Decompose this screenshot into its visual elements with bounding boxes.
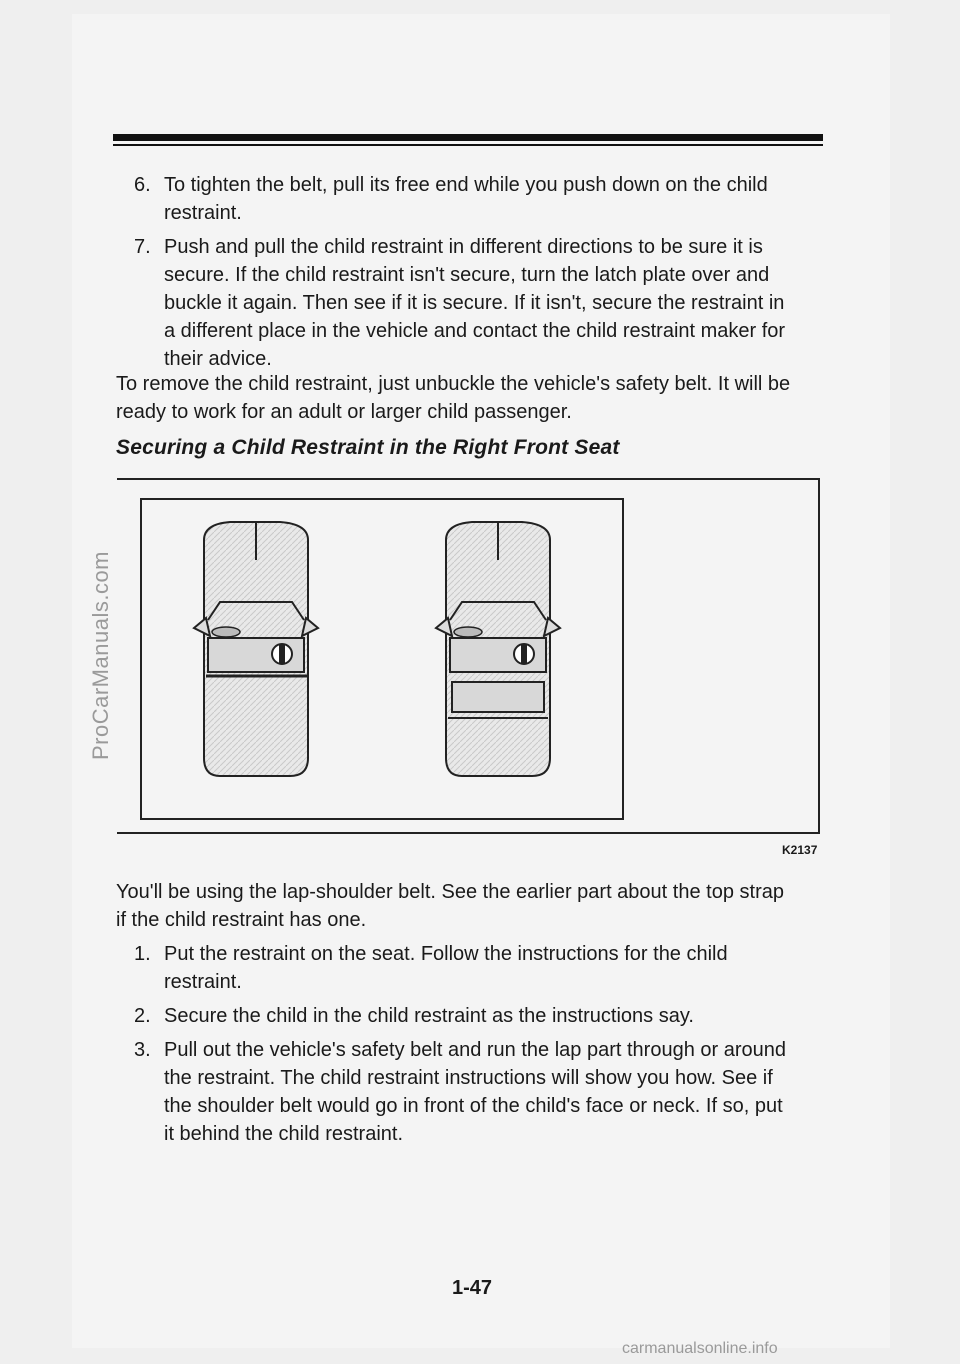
intro-paragraph (116, 878, 816, 934)
step-1 (116, 940, 816, 996)
step-line: their advice. (164, 348, 272, 370)
step-line: a different place in the vehicle and contact the child restraint maker for (164, 320, 786, 342)
vehicle-right (436, 522, 560, 776)
step-line: restraint. (164, 202, 242, 224)
step-6 (116, 171, 816, 227)
vehicle-left (194, 522, 318, 776)
remove-paragraph (116, 370, 816, 426)
step-line: it behind the child restraint. (164, 1123, 404, 1145)
step-line: Pull out the vehicle's safety belt and run the lap part through or around (164, 1039, 786, 1061)
step-number: 6. (134, 174, 151, 196)
paragraph-line: To remove the child restraint, just unbuckle the vehicle's safety belt. It will be (116, 373, 791, 395)
step-line: To tighten the belt, pull its free end while you push down on the child (164, 174, 768, 196)
step-line: Secure the child in the child restraint as the instructions say. (164, 1005, 694, 1027)
step-line: restraint. (164, 971, 242, 993)
vehicle-diagram (190, 520, 580, 780)
step-line: secure. If the child restraint isn't secure, turn the latch plate over and (164, 264, 770, 286)
paragraph-line: ready to work for an adult or larger child passenger. (116, 401, 572, 423)
header-rule-thin (113, 144, 823, 146)
step-number: 2. (134, 1005, 151, 1027)
step-line: the restraint. The child restraint instructions will show you how. See if (164, 1067, 773, 1089)
step-7 (116, 233, 816, 373)
step-number: 3. (134, 1039, 151, 1061)
paragraph-line: You'll be using the lap-shoulder belt. See the earlier part about the top strap (116, 881, 784, 903)
step-number: 1. (134, 943, 151, 965)
step-line: Put the restraint on the seat. Follow the instructions for the child (164, 943, 728, 965)
watermark-procarmanuals: ProCarManuals.com (88, 550, 113, 760)
figure-code: K2137 (782, 843, 818, 857)
step-2 (116, 1002, 816, 1030)
step-line: buckle it again. Then see if it is secure. If it isn't, secure the restraint in (164, 292, 785, 314)
page-number: 1-47 (452, 1277, 493, 1299)
section-heading: Securing a Child Restraint in the Right Front Seat (116, 436, 620, 459)
paragraph-line: if the child restraint has one. (116, 909, 367, 931)
step-line: Push and pull the child restraint in different directions to be sure it is (164, 236, 763, 258)
step-line: the shoulder belt would go in front of the child's face or neck. If so, put (164, 1095, 783, 1117)
step-number: 7. (134, 236, 151, 258)
step-3 (116, 1036, 816, 1148)
watermark-carmanualsonline: carmanualsonline.info (622, 1340, 778, 1357)
header-rule-thick (113, 134, 823, 141)
